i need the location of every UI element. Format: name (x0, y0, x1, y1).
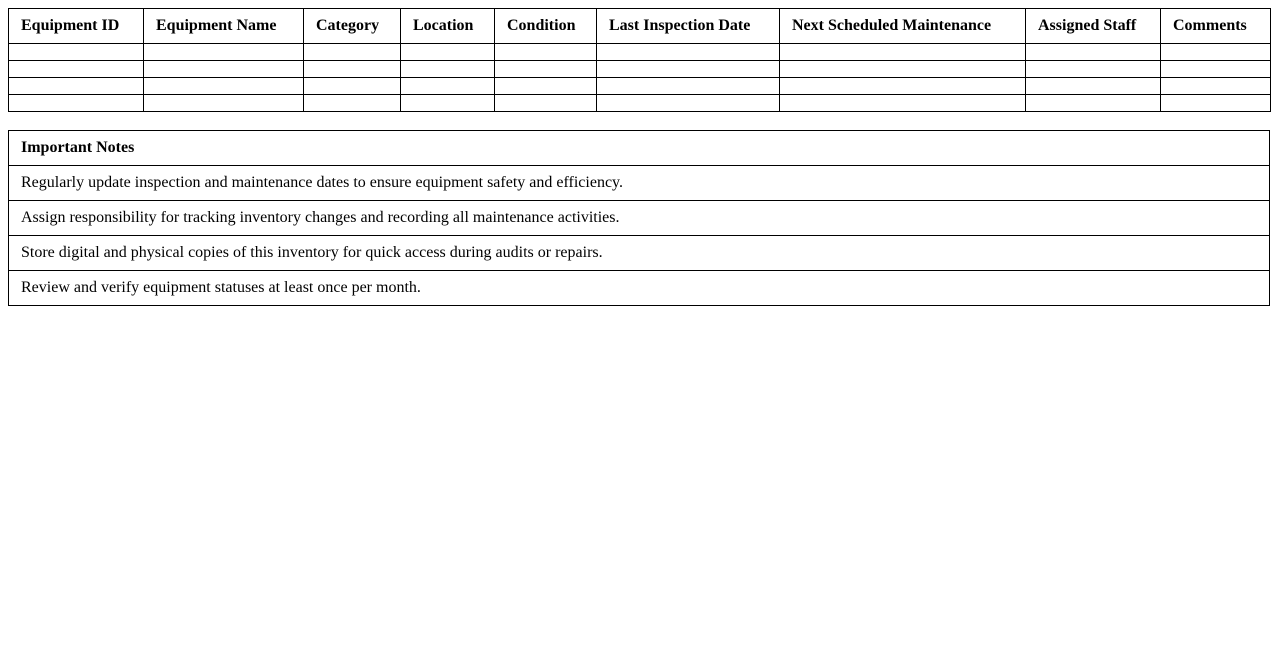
important-notes-table (8, 130, 1270, 306)
table-cell[interactable] (1161, 95, 1271, 112)
table-row (9, 95, 1271, 112)
column-header-equipment-name: Equipment Name (144, 9, 304, 44)
table-cell[interactable] (9, 44, 144, 61)
table-cell[interactable] (1026, 95, 1161, 112)
table-cell[interactable] (780, 61, 1026, 78)
table-cell[interactable] (304, 78, 401, 95)
table-row (9, 44, 1271, 61)
table-cell[interactable] (780, 95, 1026, 112)
note-item: Review and verify equipment statuses at least once per month. (9, 271, 1270, 306)
table-cell[interactable] (401, 44, 495, 61)
note-item: Assign responsibility for tracking inventory changes and recording all maintenance activities. (9, 201, 1270, 236)
table-cell[interactable] (495, 61, 597, 78)
column-header-last-inspection-date: Last Inspection Date (597, 9, 780, 44)
column-header-category: Category (304, 9, 401, 44)
note-item: Regularly update inspection and maintenance dates to ensure equipment safety and efficiency. (9, 166, 1270, 201)
column-header-comments: Comments (1161, 9, 1271, 44)
table-cell[interactable] (144, 44, 304, 61)
table-cell[interactable] (144, 61, 304, 78)
table-cell[interactable] (1026, 61, 1161, 78)
table-cell[interactable] (1161, 44, 1271, 61)
table-cell[interactable] (1161, 61, 1271, 78)
notes-body (9, 166, 1270, 306)
column-header-condition: Condition (495, 9, 597, 44)
note-row (9, 166, 1270, 201)
table-cell[interactable] (401, 61, 495, 78)
notes-heading: Important Notes (9, 131, 1270, 166)
table-cell[interactable] (495, 78, 597, 95)
table-cell[interactable] (304, 44, 401, 61)
table-cell[interactable] (9, 61, 144, 78)
table-cell[interactable] (495, 95, 597, 112)
table-cell[interactable] (401, 95, 495, 112)
table-row (9, 61, 1271, 78)
column-header-assigned-staff: Assigned Staff (1026, 9, 1161, 44)
table-cell[interactable] (9, 95, 144, 112)
table-cell[interactable] (9, 78, 144, 95)
table-row (9, 78, 1271, 95)
note-item: Store digital and physical copies of this inventory for quick access during audits or repairs. (9, 236, 1270, 271)
table-cell[interactable] (597, 44, 780, 61)
table-cell[interactable] (304, 95, 401, 112)
table-cell[interactable] (495, 44, 597, 61)
column-header-next-scheduled-maintenance: Next Scheduled Maintenance (780, 9, 1026, 44)
table-header-row (9, 9, 1271, 44)
note-row (9, 271, 1270, 306)
table-cell[interactable] (1026, 44, 1161, 61)
table-cell[interactable] (597, 95, 780, 112)
table-body (9, 44, 1271, 112)
table-cell[interactable] (780, 78, 1026, 95)
table-cell[interactable] (1026, 78, 1161, 95)
note-row (9, 236, 1270, 271)
table-cell[interactable] (304, 61, 401, 78)
table-cell[interactable] (401, 78, 495, 95)
table-cell[interactable] (780, 44, 1026, 61)
table-cell[interactable] (597, 61, 780, 78)
table-cell[interactable] (144, 78, 304, 95)
column-header-equipment-id: Equipment ID (9, 9, 144, 44)
column-header-location: Location (401, 9, 495, 44)
notes-header-row (9, 131, 1270, 166)
table-cell[interactable] (1161, 78, 1271, 95)
equipment-inventory-table (8, 8, 1271, 112)
note-row (9, 201, 1270, 236)
table-cell[interactable] (144, 95, 304, 112)
table-cell[interactable] (597, 78, 780, 95)
